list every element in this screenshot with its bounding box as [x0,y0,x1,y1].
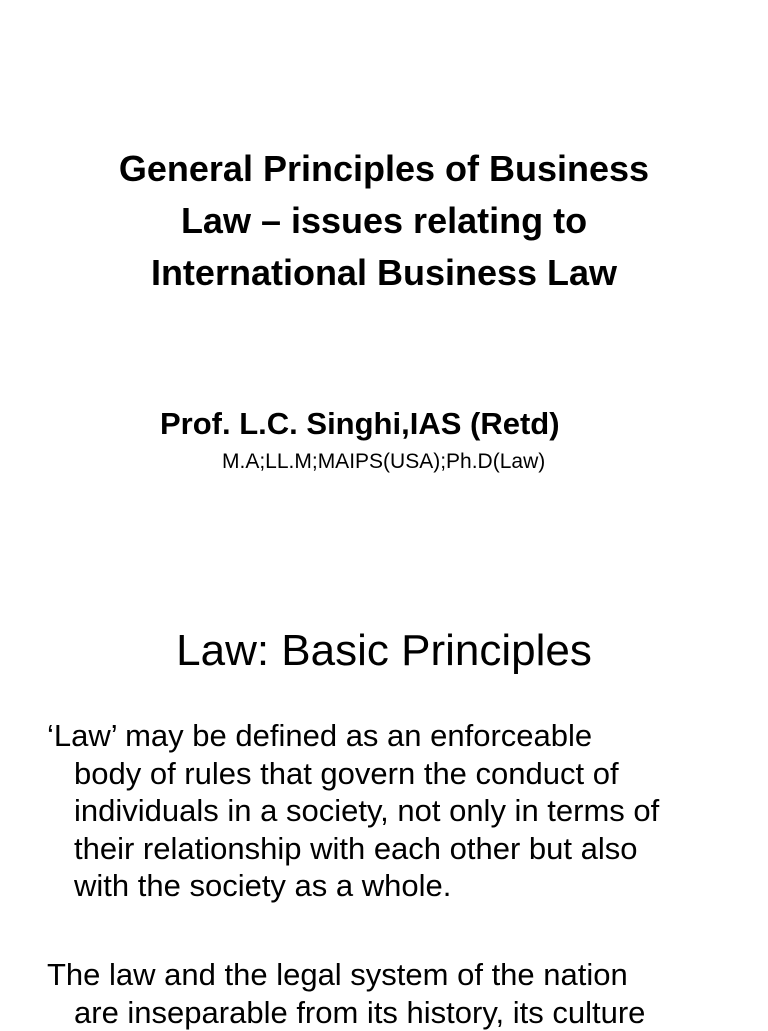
section-heading: Law: Basic Principles [0,624,768,678]
author-credentials: M.A;LL.M;MAIPS(USA);Ph.D(Law) [222,448,545,476]
author-name: Prof. L.C. Singhi,IAS (Retd) [160,404,560,444]
paragraph-line: The law and the legal system of the nation [47,956,737,994]
paragraph-line: ‘Law’ may be defined as an enforceable [47,717,737,755]
paragraph-line: individuals in a society, not only in terms of [47,792,737,830]
title-line: International Business Law [0,247,768,299]
paragraph-line: with the society as a whole. [47,867,737,905]
paragraph-line: their relationship with each other but also [47,830,737,868]
body-paragraph [47,717,737,905]
title-line: General Principles of Business [0,143,768,195]
title-line: Law – issues relating to [0,195,768,247]
document-title [0,143,768,299]
body-paragraph [47,956,737,1031]
paragraph-line: are inseparable from its history, its culture [47,994,737,1031]
paragraph-line: body of rules that govern the conduct of [47,755,737,793]
